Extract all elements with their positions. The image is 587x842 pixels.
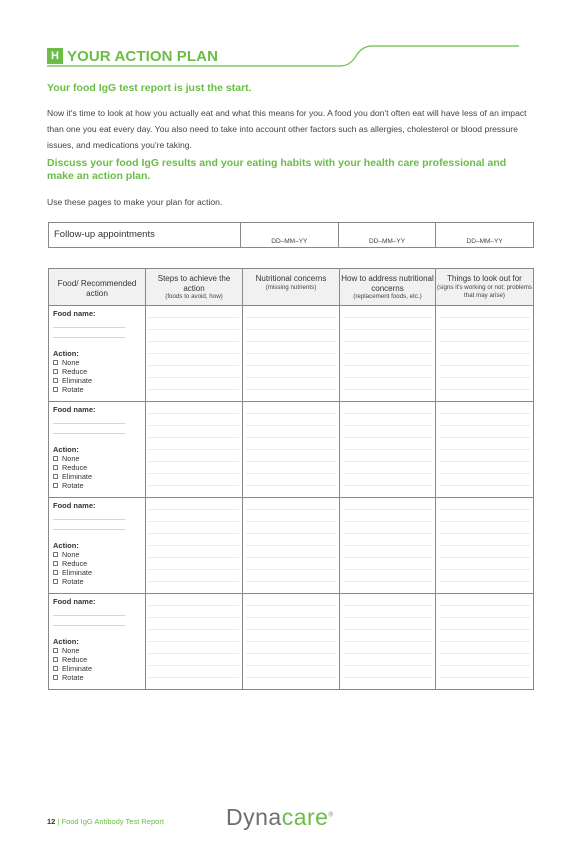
- writing-cell[interactable]: [340, 498, 436, 593]
- table-header: [49, 269, 533, 306]
- writing-cell[interactable]: [436, 306, 533, 401]
- ruled-lines: [439, 306, 530, 401]
- checkbox[interactable]: [53, 657, 58, 662]
- writing-cell[interactable]: [243, 498, 340, 593]
- action-label: Action:: [53, 445, 79, 454]
- column-header-label: How to address nutritional concerns: [341, 274, 434, 293]
- food-name-line[interactable]: [53, 519, 125, 520]
- column-header-label: Nutritional concerns: [255, 274, 327, 283]
- food-name-label: Food name:: [53, 405, 96, 414]
- action-label: Action:: [53, 541, 79, 550]
- ruled-lines: [149, 402, 239, 497]
- logo-text-part1: Dyna: [226, 804, 282, 830]
- dynacare-logo: [226, 804, 333, 831]
- action-plan-table: [48, 268, 534, 690]
- checkbox[interactable]: [53, 552, 58, 557]
- action-label: Action:: [53, 349, 79, 358]
- food-action-cell: [49, 306, 146, 401]
- ruled-lines: [439, 498, 530, 593]
- subheading: Your food IgG test report is just the start.: [47, 82, 252, 94]
- food-block: [49, 594, 145, 682]
- checkbox[interactable]: [53, 570, 58, 575]
- food-name-line[interactable]: [53, 433, 125, 434]
- action-option-label: Reduce: [62, 655, 88, 664]
- action-option-label: None: [62, 646, 80, 655]
- ruled-lines: [439, 594, 530, 689]
- writing-cell[interactable]: [436, 402, 533, 497]
- action-option-label: Rotate: [62, 673, 84, 682]
- food-name-line[interactable]: [53, 615, 125, 616]
- writing-cell[interactable]: [340, 594, 436, 689]
- ruled-lines: [343, 498, 432, 593]
- action-option[interactable]: [53, 664, 145, 673]
- column-header-label: Steps to achieve the action: [157, 274, 231, 293]
- action-option[interactable]: [53, 481, 145, 490]
- header-rule: [0, 0, 587, 80]
- ruled-lines: [343, 594, 432, 689]
- column-header-food: [49, 269, 146, 305]
- footer: [47, 817, 164, 826]
- action-option[interactable]: [53, 655, 145, 664]
- column-header-lookout: [436, 269, 533, 305]
- ruled-lines: [246, 306, 336, 401]
- writing-cell[interactable]: [243, 594, 340, 689]
- column-header-nutritional: [243, 269, 340, 305]
- checkbox[interactable]: [53, 666, 58, 671]
- action-option-label: None: [62, 358, 80, 367]
- food-block: [49, 402, 145, 490]
- checkbox[interactable]: [53, 456, 58, 461]
- action-option[interactable]: [53, 577, 145, 586]
- action-option[interactable]: [53, 472, 145, 481]
- checkbox[interactable]: [53, 561, 58, 566]
- ruled-lines: [439, 402, 530, 497]
- action-option[interactable]: [53, 463, 145, 472]
- writing-cell[interactable]: [146, 498, 243, 593]
- ruled-lines: [343, 306, 432, 401]
- action-option[interactable]: [53, 646, 145, 655]
- follow-up-date-field[interactable]: DD–MM–YY: [339, 223, 437, 247]
- checkbox[interactable]: [53, 675, 58, 680]
- column-header-address: [340, 269, 436, 305]
- action-option-label: Eliminate: [62, 376, 93, 385]
- action-option-label: Eliminate: [62, 664, 93, 673]
- follow-up-date-field[interactable]: DD–MM–YY: [241, 223, 339, 247]
- discuss-heading: Discuss your food IgG results and your eating habits with your health care professional and make an action plan.: [47, 157, 507, 182]
- checkbox[interactable]: [53, 483, 58, 488]
- action-option-label: Reduce: [62, 559, 88, 568]
- action-option-label: Eliminate: [62, 568, 93, 577]
- follow-up-label: Follow-up appointments: [49, 223, 241, 247]
- action-option[interactable]: [53, 550, 145, 559]
- action-option-label: Reduce: [62, 367, 88, 376]
- food-name-line[interactable]: [53, 327, 125, 328]
- checkbox[interactable]: [53, 360, 58, 365]
- checkbox[interactable]: [53, 465, 58, 470]
- column-header-steps: [146, 269, 243, 305]
- writing-cell[interactable]: [146, 402, 243, 497]
- writing-cell[interactable]: [146, 306, 243, 401]
- action-option-label: Rotate: [62, 385, 84, 394]
- checkbox[interactable]: [53, 378, 58, 383]
- action-option-label: Reduce: [62, 463, 88, 472]
- table-row: [49, 594, 533, 689]
- food-block: [49, 498, 145, 586]
- use-pages-note: Use these pages to make your plan for action.: [47, 197, 223, 207]
- writing-cell[interactable]: [243, 402, 340, 497]
- page-number: 12: [47, 817, 56, 826]
- writing-cell[interactable]: [243, 306, 340, 401]
- action-option[interactable]: [53, 559, 145, 568]
- food-name-label: Food name:: [53, 597, 96, 606]
- food-name-label: Food name:: [53, 309, 96, 318]
- footer-title: Food IgG Antibody Test Report: [61, 817, 164, 826]
- intro-paragraph: Now it's time to look at how you actually eat and what this means for you. A food you don't often eat will have less of an impact than one you eat every day. You also need to take into account other factors such as allergies, cholesterol or blood pressure issues, and medications you're taking.: [47, 108, 527, 150]
- action-option[interactable]: [53, 673, 145, 682]
- follow-up-date-field[interactable]: DD–MM–YY: [466, 238, 503, 245]
- table-row: [49, 306, 533, 402]
- action-option-label: Rotate: [62, 577, 84, 586]
- section-header: [47, 46, 218, 66]
- action-option[interactable]: [53, 454, 145, 463]
- column-header-label: Things to look out for: [447, 274, 522, 283]
- food-action-cell: [49, 402, 146, 497]
- action-option-label: None: [62, 550, 80, 559]
- column-header-label: Food/ Recommended action: [57, 279, 137, 298]
- action-option[interactable]: [53, 568, 145, 577]
- action-option-label: None: [62, 454, 80, 463]
- food-action-cell: [49, 498, 146, 593]
- ruled-lines: [246, 498, 336, 593]
- food-name-line[interactable]: [53, 529, 125, 530]
- food-name-line[interactable]: [53, 337, 125, 338]
- column-header-sublabel: (foods to avoid, how): [165, 293, 223, 300]
- writing-cell[interactable]: [340, 306, 436, 401]
- food-block: [49, 306, 145, 394]
- section-badge: H: [47, 48, 63, 64]
- writing-cell[interactable]: [340, 402, 436, 497]
- column-header-sublabel: (signs it's working or not; problems that may arise): [436, 283, 533, 299]
- checkbox[interactable]: [53, 369, 58, 374]
- food-name-line[interactable]: [53, 625, 125, 626]
- action-label: Action:: [53, 637, 79, 646]
- page-title: YOUR ACTION PLAN: [67, 47, 219, 65]
- column-header-sublabel: (missing nutrients): [265, 283, 317, 291]
- checkbox[interactable]: [53, 579, 58, 584]
- food-name-line[interactable]: [53, 423, 125, 424]
- footer-separator: |: [57, 817, 60, 826]
- action-option[interactable]: [53, 367, 145, 376]
- ruled-lines: [149, 594, 239, 689]
- table-row: [49, 498, 533, 594]
- follow-up-appointments: [48, 222, 534, 248]
- checkbox[interactable]: [53, 648, 58, 653]
- writing-cell[interactable]: [436, 498, 533, 593]
- action-option[interactable]: [53, 385, 145, 394]
- checkbox[interactable]: [53, 387, 58, 392]
- ruled-lines: [246, 594, 336, 689]
- food-name-label: Food name:: [53, 501, 96, 510]
- table-row: [49, 402, 533, 498]
- ruled-lines: [246, 402, 336, 497]
- action-option-label: Rotate: [62, 481, 84, 490]
- logo-text-part2: care: [281, 804, 329, 830]
- action-option-label: Eliminate: [62, 472, 93, 481]
- food-action-cell: [49, 594, 146, 689]
- writing-cell[interactable]: [146, 594, 243, 689]
- ruled-lines: [149, 498, 239, 593]
- checkbox[interactable]: [53, 474, 58, 479]
- writing-cell[interactable]: [436, 594, 533, 689]
- action-option[interactable]: [53, 358, 145, 367]
- column-header-sublabel: (replacement foods, etc.): [353, 293, 422, 300]
- action-option[interactable]: [53, 376, 145, 385]
- logo-registered-mark: ®: [328, 812, 334, 819]
- ruled-lines: [149, 306, 239, 401]
- ruled-lines: [343, 402, 432, 497]
